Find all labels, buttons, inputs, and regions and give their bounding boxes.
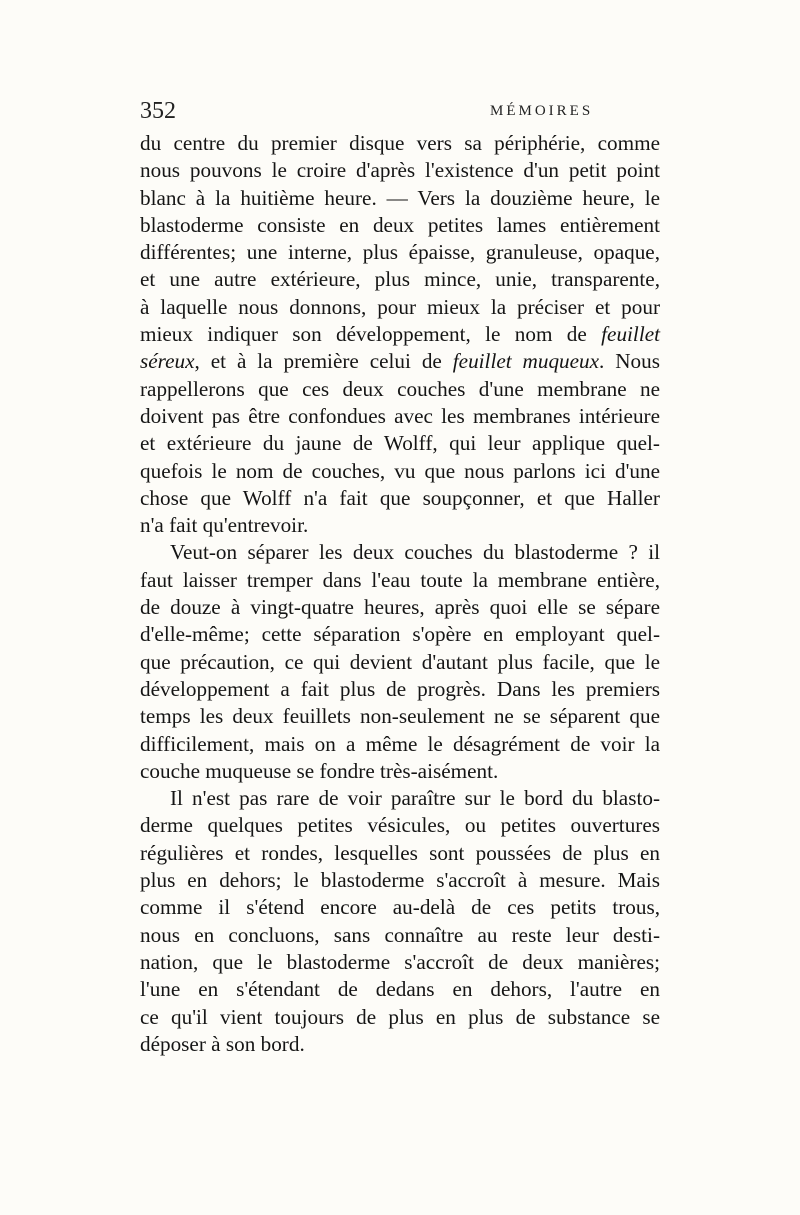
text-line: à laquelle nous donnons, pour mieux la préciser et pour	[140, 294, 660, 319]
text-line: du centre du premier disque vers sa périphérie, comme	[140, 131, 660, 155]
text-line	[140, 348, 660, 375]
text-line: comme il s'étend encore au-delà de ces petits trous,	[140, 895, 660, 920]
text-line: blanc à la huitième heure. — Vers la douzième heure, le	[140, 185, 660, 210]
text-line: doivent pas être confondues avec les membranes intérieure	[140, 403, 660, 428]
running-title: MÉMOIRES	[490, 103, 594, 119]
text-line: et une autre extérieure, plus mince, unie, transparente,	[140, 267, 660, 292]
text-line: n'a fait qu'entrevoir.	[140, 513, 309, 538]
text-line: de douze à vingt-quatre heures, après quoi elle se sépare	[140, 595, 660, 620]
text-line: que précaution, ce qui devient d'autant plus facile, que le	[140, 649, 660, 674]
text-segment: , et à la première celui de	[194, 349, 453, 374]
text-line: différentes; une interne, plus épaisse, granuleuse, opaque,	[140, 240, 660, 265]
text-line: couche muqueuse se fondre très-aisément.	[140, 758, 499, 783]
text-line: nous pouvons le croire d'après l'existence d'un petit point	[140, 158, 660, 183]
text-line	[140, 321, 660, 348]
text-line: développement a fait plus de progrès. Dans les premiers	[140, 676, 660, 701]
body-text	[140, 130, 660, 1058]
text-line: nous en concluons, sans connaître au reste leur desti-	[140, 922, 660, 947]
text-line: d'elle-même; cette séparation s'opère en employant quel-	[140, 622, 660, 647]
text-line: chose que Wolff n'a fait que soupçonner, et que Haller	[140, 485, 660, 510]
text-line: Veut-on séparer les deux couches du blastoderme ? il	[170, 540, 660, 565]
italic-term: feuillet muqueux	[452, 349, 600, 374]
text-line: régulières et rondes, lesquelles sont poussées de plus en	[140, 840, 660, 865]
text-line: derme quelques petites vésicules, ou petites ouvertures	[140, 813, 660, 838]
text-line: faut laisser tremper dans l'eau toute la membrane entière,	[140, 567, 660, 592]
text-segment: . Nous	[599, 349, 660, 374]
paragraph	[140, 539, 660, 785]
text-line: l'une en s'étendant de dedans en dehors, l'autre en	[140, 977, 660, 1002]
text-line: nation, que le blastoderme s'accroît de deux manières;	[140, 949, 660, 974]
text-line: Il n'est pas rare de voir paraître sur le bord du blasto-	[170, 786, 660, 811]
paragraph	[140, 785, 660, 1058]
text-line: et extérieure du jaune de Wolff, qui leur applique quel-	[140, 431, 660, 456]
text-line: temps les deux feuillets non-seulement ne se séparent que	[140, 704, 660, 729]
text-line: blastoderme consiste en deux petites lames entièrement	[140, 212, 660, 237]
text-line: difficilement, mais on a même le désagrément de voir la	[140, 731, 660, 756]
page-header	[140, 98, 660, 128]
text-line: plus en dehors; le blastoderme s'accroît à mesure. Mais	[140, 868, 660, 893]
text-line: rappellerons que ces deux couches d'une membrane ne	[140, 376, 660, 401]
page-number: 352	[140, 98, 176, 124]
paragraph	[140, 130, 660, 539]
text-segment: mieux indiquer son développement, le nom de	[140, 322, 602, 347]
italic-term: séreux	[140, 349, 195, 374]
text-line: quefois le nom de couches, vu que nous parlons ici d'une	[140, 458, 660, 483]
text-line: ce qu'il vient toujours de plus en plus de substance se	[140, 1004, 660, 1029]
italic-term: feuillet	[601, 322, 660, 347]
text-line: déposer à son bord.	[140, 1031, 305, 1056]
